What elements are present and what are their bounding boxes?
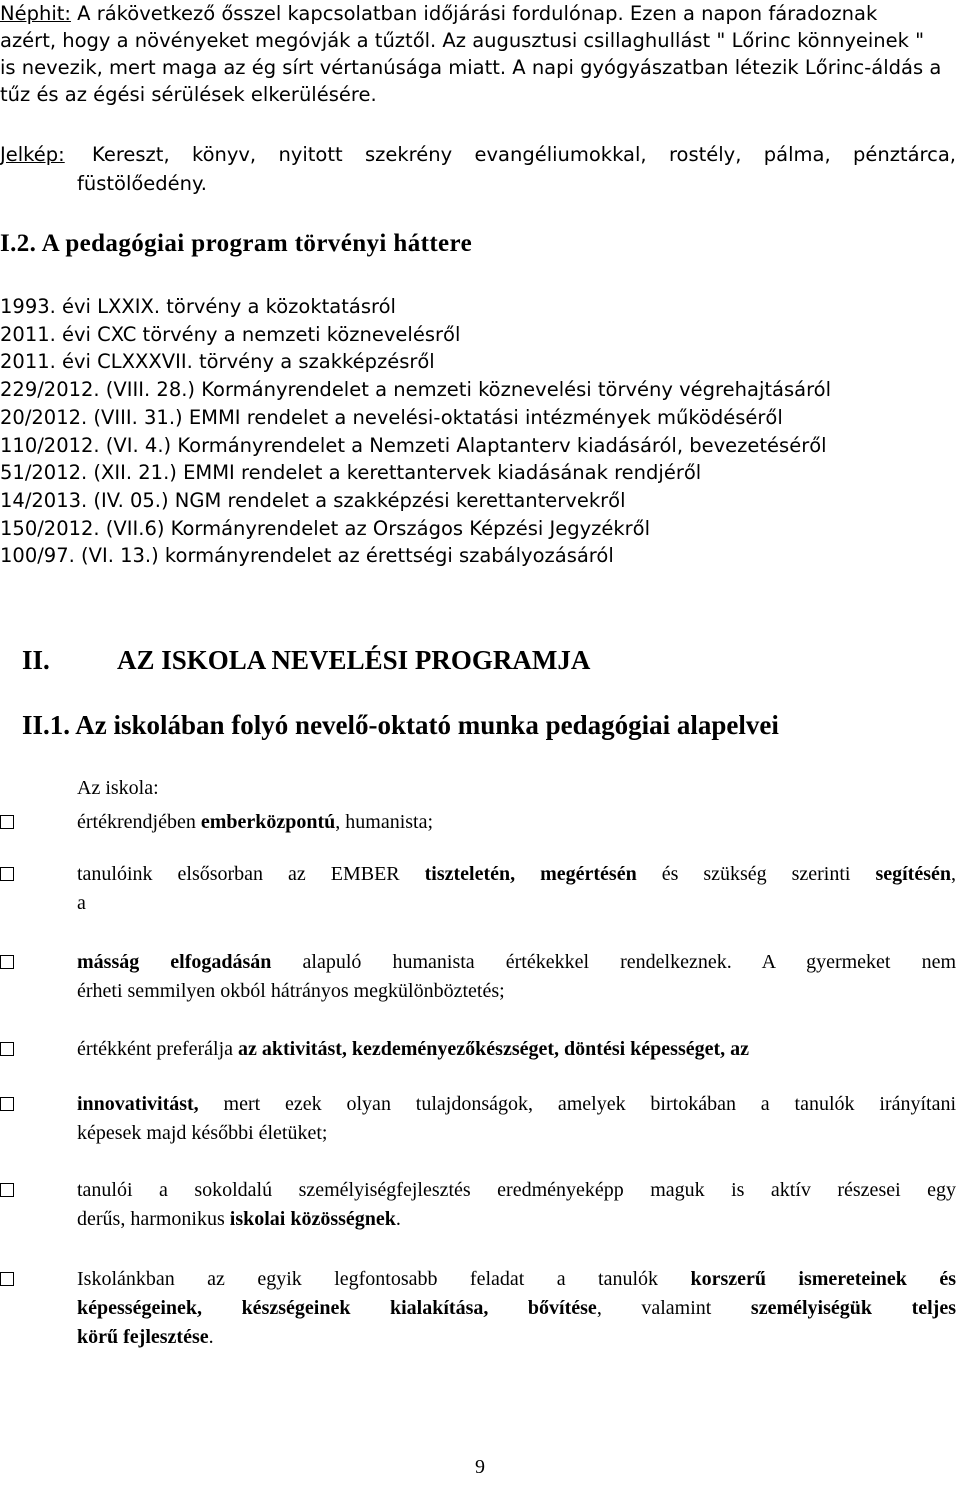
bullet-item-4: értékként preferálja az aktivitást, kezdeményezőkészséget, döntési képességet, az [0, 1035, 956, 1064]
law-item: 100/97. (VI. 13.) kormányrendelet az érettségi szabályozásáról [0, 544, 614, 568]
bullet-item-3: másság elfogadásán alapuló humanista értékekkel rendelkeznek. A gyermeket nem érheti semmilyen okból hátrányos megkülönböztetés; [0, 948, 956, 1006]
section-i2-heading: I.2. A pedagógiai program törvényi háttere [0, 230, 473, 257]
nephit-label: Néphit: [0, 2, 71, 25]
law-item: 150/2012. (VII.6) Kormányrendelet az Országos Képzési Jegyzékről [0, 516, 651, 540]
checkbox-bullet-icon [0, 815, 14, 829]
jelkep-text-line-2: füstölőedény. [77, 172, 207, 195]
law-list [0, 293, 831, 570]
bullet-item-5: innovativitást, mert ezek olyan tulajdonságok, amelyek birtokában a tanulók irányítani képesek majd későbbi életüket; [0, 1090, 956, 1148]
law-item: 51/2012. (XII. 21.) EMMI rendelet a kerettantervek kiadásának rendjéről [0, 461, 702, 485]
intro-line-3: is nevezik, mert maga az ég sírt vértanúsága miatt. A napi gyógyászatban létezik Lőrinc-áldás a [0, 56, 942, 79]
checkbox-bullet-icon [0, 955, 14, 969]
checkbox-bullet-icon [0, 1097, 14, 1111]
section-ii-heading [0, 645, 590, 676]
jelkep-paragraph [0, 140, 956, 198]
checkbox-bullet-icon [0, 1272, 14, 1286]
section-ii-title: AZ ISKOLA NEVELÉSI PROGRAMJA [117, 645, 591, 675]
intro-line-4: tűz és az égési sérülések elkerülésére. [0, 83, 377, 106]
law-item: 20/2012. (VIII. 31.) EMMI rendelet a nevelési-oktatási intézmények működéséről [0, 405, 783, 429]
law-item: 14/2013. (IV. 05.) NGM rendelet a szakképzési kerettantervekről [0, 488, 626, 512]
law-item: 1993. évi LXXIX. törvény a közoktatásról [0, 295, 396, 318]
intro-paragraph [0, 0, 956, 108]
bullet-item-7: Iskolánkban az egyik legfontosabb feladat a tanulók korszerű ismereteinek és képességeinek, készségeinek kialakítása, bővítése, valamint személyiségük teljes körű fejlesztése. [0, 1265, 956, 1352]
bullet-item-2: tanulóink elsősorban az EMBER tiszteletén, megértésén és szükség szerinti segítésén, a [0, 860, 956, 918]
law-item: 229/2012. (VIII. 28.) Kormányrendelet a nemzeti köznevelési törvény végrehajtásáról [0, 378, 832, 402]
bullet-item-6: tanulói a sokoldalú személyiségfejlesztés eredményeképp maguk is aktív részesei egy derűs, harmonikus iskolai közösségnek. [0, 1176, 956, 1234]
intro-line-1: Néphit: A rákövetkező ősszel kapcsolatban időjárási fordulónap. Ezen a napon fáradoznak [0, 2, 878, 25]
section-ii-number: II. [22, 645, 50, 675]
intro-line-2: azért, hogy a növényeket megóvják a tűztől. Az augusztusi csillaghullást " Lőrinc könnyeinek " [0, 29, 925, 52]
iskola-intro: Az iskola: [77, 777, 159, 799]
law-item: 2011. évi CLXXXVII. törvény a szakképzésről [0, 350, 435, 374]
jelkep-label: Jelkép: [0, 143, 65, 166]
page-number: 9 [475, 1456, 485, 1478]
section-ii1-heading: II.1. Az iskolában folyó nevelő-oktató munka pedagógiai alapelvei [22, 710, 779, 740]
checkbox-bullet-icon [0, 1183, 14, 1197]
checkbox-bullet-icon [0, 867, 14, 881]
checkbox-bullet-icon [0, 1042, 14, 1056]
law-item: 110/2012. (VI. 4.) Kormányrendelet a Nemzeti Alaptanterv kiadásáról, bevezetéséről [0, 433, 827, 457]
law-item: 2011. évi CXC törvény a nemzeti köznevelésről [0, 322, 461, 346]
jelkep-text-line-1: Kereszt, könyv, nyitott szekrény evangéliumokkal, rostély, pálma, pénztárca, [92, 143, 956, 166]
bullet-item-1: értékrendjében emberközpontú, humanista; [0, 808, 956, 837]
